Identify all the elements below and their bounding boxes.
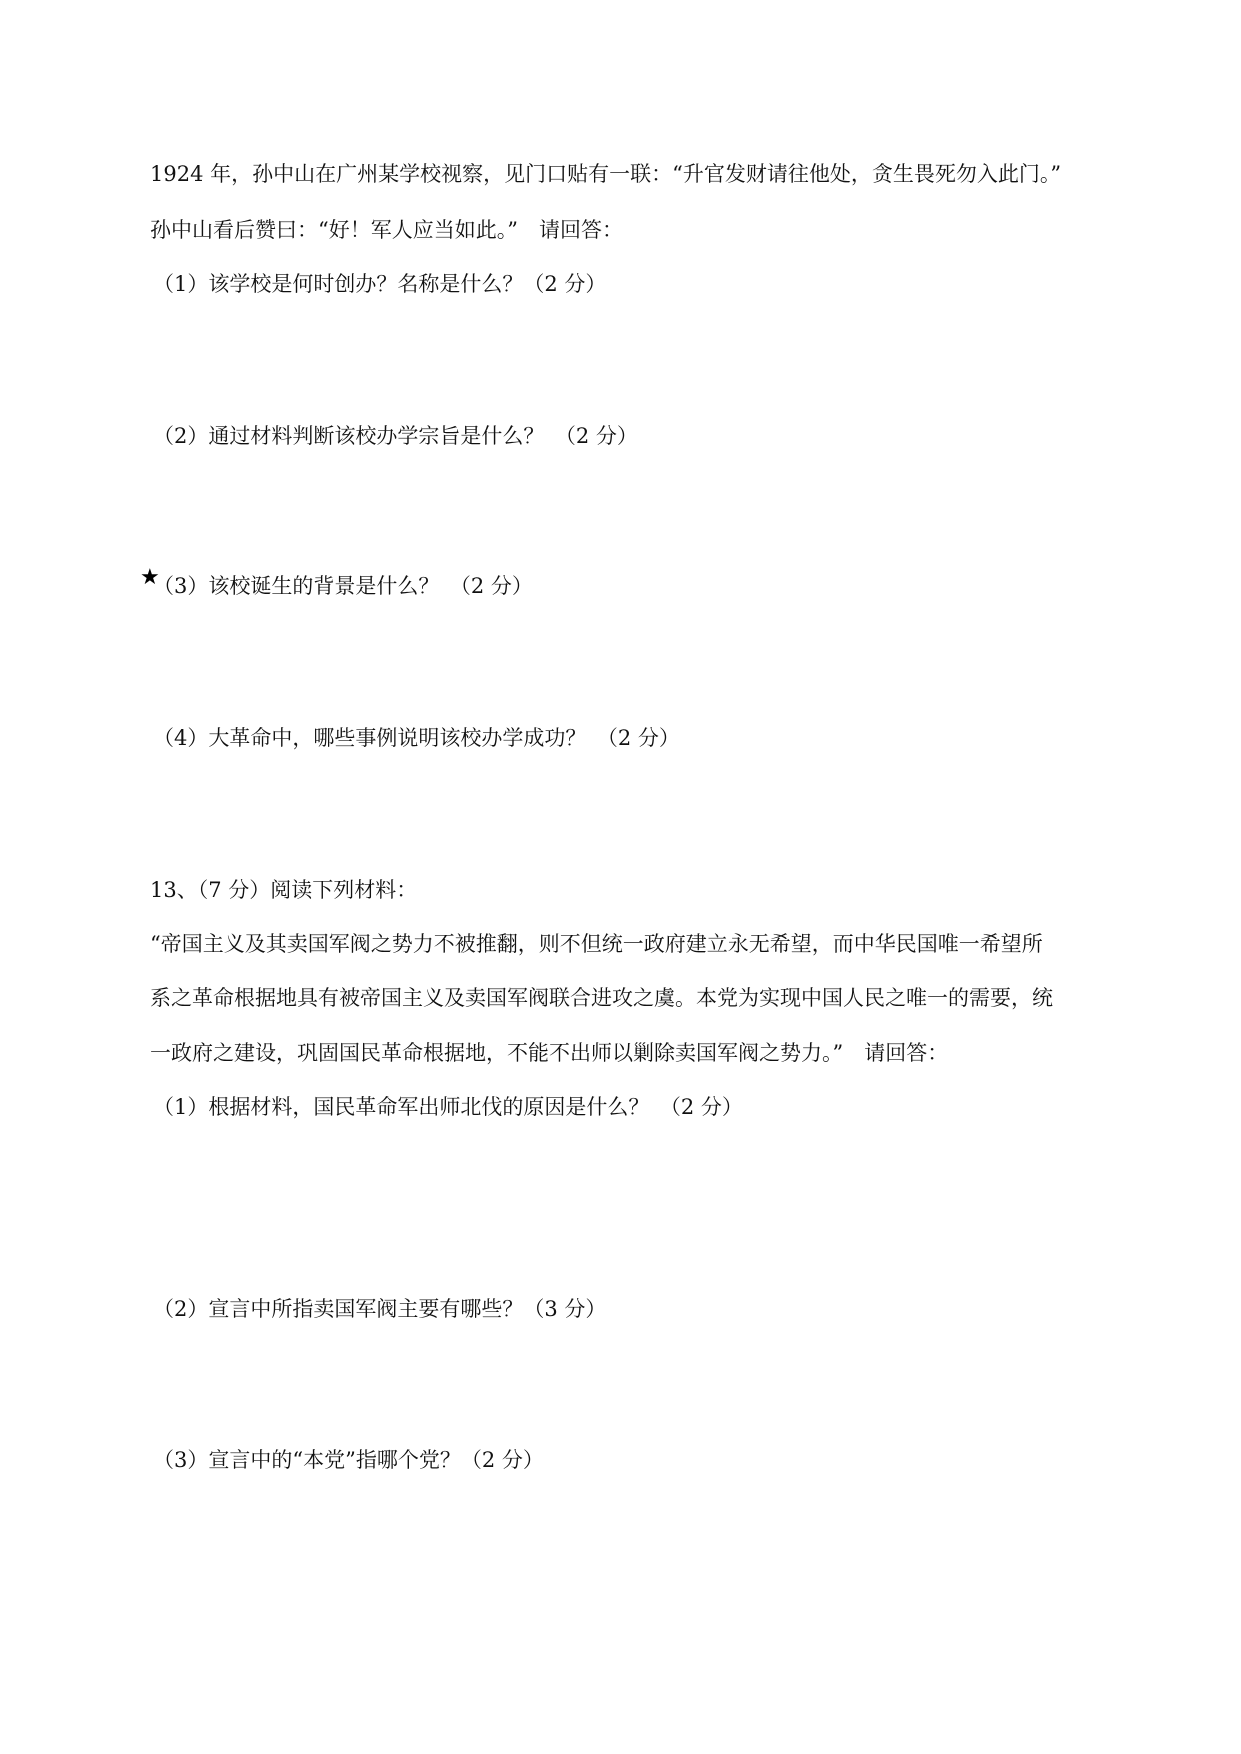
star-icon: ★ [140, 565, 160, 590]
q13-material-line2: 系之革命根据地具有被帝国主义及卖国军阀联合进攻之虞。本党为实现中国人民之唯一的需要，统 [150, 986, 1053, 1010]
q13-question-1: （1）根据材料，国民革命军出师北伐的原因是什么？ （2 分） [153, 1095, 743, 1119]
q12-question-4: （4）大革命中，哪些事例说明该校办学成功？ （2 分） [153, 726, 680, 750]
q13-question-3: （3）宣言中的“本党”指哪个党？（2 分） [153, 1448, 544, 1472]
q12-question-2: （2）通过材料判断该校办学宗旨是什么？ （2 分） [153, 424, 638, 448]
passage1-line2: 孙中山看后赞曰：“好！军人应当如此。” 请回答： [150, 218, 623, 242]
passage1-line1: 1924 年，孙中山在广州某学校视察，见门口贴有一联：“升官发财请往他处，贪生畏死勿入此门。” [150, 162, 1062, 186]
q13-material-line1: “帝国主义及其卖国军阀之势力不被推翻，则不但统一政府建立永无希望，而中华民国唯一希望所 [150, 932, 1043, 956]
q13-material-line3: 一政府之建设，巩固国民革命根据地，不能不出师以剿除卖国军阀之势力。” 请回答： [150, 1041, 949, 1065]
q12-question-1: （1）该学校是何时创办？名称是什么？（2 分） [153, 272, 607, 296]
q13-header: 13、（7 分）阅读下列材料： [150, 878, 418, 902]
q12-question-3: （3）该校诞生的背景是什么？ （2 分） [153, 574, 533, 598]
q13-question-2: （2）宣言中所指卖国军阀主要有哪些？（3 分） [153, 1297, 607, 1321]
